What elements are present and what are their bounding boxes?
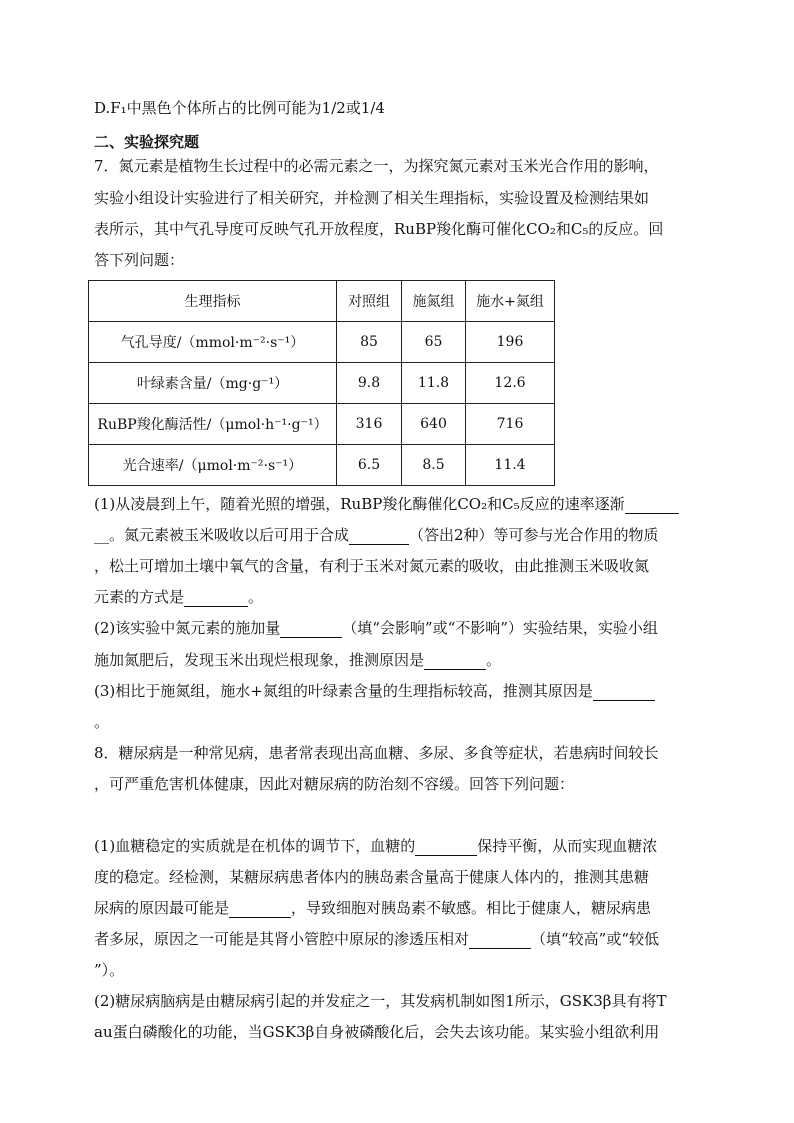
q7-line-1: 7．氮元素是植物生长过程中的必需元素之一，为探究氮元素对玉米光合作用的影响，	[94, 157, 659, 175]
table-row	[89, 363, 555, 404]
table-cell: 196	[466, 322, 555, 363]
q7-part1-line-1: (1)从凌晨到上午，随着光照的增强，RuBP羧化酶催化CO₂和C₅反应的速率逐渐	[94, 494, 679, 514]
table-header: 施水+氮组	[466, 281, 555, 322]
table-header-row	[89, 281, 555, 322]
q7-part1-line-3: ，松土可增加土壤中氧气的含量，有利于玉米对氮元素的吸收，由此推测玉米吸收氮	[94, 557, 650, 575]
answer-blank[interactable]	[349, 528, 409, 545]
q7-line-2: 实验小组设计实验进行了相关研究，并检测了相关生理指标，实验设置及检测结果如	[94, 189, 650, 207]
table-row	[89, 404, 555, 445]
q8-part1-line-3: 尿病的原因最可能是 ，导致细胞对胰岛素不敏感。相比于健康人，糖尿病患	[94, 899, 652, 917]
q8-part2-line-2: au蛋白磷酸化的功能，当GSK3β自身被磷酸化后，会失去该功能。某实验小组欲利用	[94, 1023, 660, 1041]
q7-part3-line-1: (3)相比于施氮组，施水+氮组的叶绿素含量的生理指标较高，推测其原因是	[94, 681, 655, 701]
answer-blank[interactable]	[280, 621, 342, 638]
table-cell: 气孔导度/（mmol·m⁻²·s⁻¹）	[89, 322, 337, 363]
table-cell: 叶绿素含量/（mg·g⁻¹）	[89, 363, 337, 404]
answer-blank[interactable]	[184, 590, 248, 607]
table-cell: 316	[337, 404, 402, 445]
option-d: D.F₁中黑色个体所占的比例可能为1/2或1/4	[94, 99, 385, 117]
table-cell: 640	[402, 404, 466, 445]
q7-part3-line-2: 。	[94, 713, 110, 731]
section-title: 二、实验探究题	[94, 133, 200, 151]
q8-line-1: 8．糖尿病是一种常见病，患者常表现出高血糖、多尿、多食等症状，若患病时间较长	[94, 744, 659, 762]
table-header: 生理指标	[89, 281, 337, 322]
table-row	[89, 322, 555, 363]
q7-part1-line-4: 元素的方式是 。	[94, 588, 264, 606]
answer-blank[interactable]	[593, 684, 655, 701]
table-cell: 11.8	[402, 363, 466, 404]
q8-part2-line-1: (2)糖尿病脑病是由糖尿病引起的并发症之一，其发病机制如图1所示，GSK3β具有将T	[94, 992, 667, 1010]
answer-blank[interactable]	[469, 932, 531, 949]
q7-line-4: 答下列问题：	[94, 251, 185, 269]
table-cell: 光合速率/（μmol·m⁻²·s⁻¹）	[89, 445, 337, 486]
q8-line-2: ，可严重危害机体健康，因此对糖尿病的防治刻不容缓。回答下列问题：	[94, 775, 575, 793]
q8-part1-line-4: 者多尿，原因之一可能是其肾小管腔中原尿的渗透压相对 （填“较高”或“较低	[94, 930, 660, 948]
answer-blank[interactable]	[229, 901, 291, 918]
q7-line-3: 表所示，其中气孔导度可反映气孔开放程度，RuBP羧化酶可催化CO₂和C₅的反应。回	[94, 220, 664, 238]
q7-part2-line-1: (2)该实验中氮元素的施加量 （填“会影响”或“不影响”）实验结果，实验小组	[94, 619, 658, 637]
table-cell: 11.4	[466, 445, 555, 486]
answer-blank[interactable]	[424, 653, 486, 670]
data-table	[88, 280, 555, 486]
table-cell: 65	[402, 322, 466, 363]
table-header: 对照组	[337, 281, 402, 322]
table-cell: 9.8	[337, 363, 402, 404]
table-cell: 12.6	[466, 363, 555, 404]
table-cell: 8.5	[402, 445, 466, 486]
table-cell: 6.5	[337, 445, 402, 486]
table-header: 施氮组	[402, 281, 466, 322]
table-cell: RuBP羧化酶活性/（μmol·h⁻¹·g⁻¹）	[89, 404, 337, 445]
q7-part2-line-2: 施加氮肥后，发现玉米出现烂根现象，推测原因是 。	[94, 651, 502, 669]
table-cell: 85	[337, 322, 402, 363]
q8-part1-line-5: ”）。	[94, 961, 125, 979]
table-cell: 716	[466, 404, 555, 445]
answer-blank[interactable]	[625, 497, 679, 514]
answer-blank[interactable]	[415, 839, 477, 856]
q8-part1-line-2: 度的稳定。经检测，某糖尿病患者体内的胰岛素含量高于健康人体内的，推测其患糖	[94, 868, 650, 886]
table-row	[89, 445, 555, 486]
q7-part1-line-2: __。氮元素被玉米吸收以后可用于合成 （答出2种）等可参与光合作用的物质	[94, 526, 659, 544]
q8-part1-line-1: (1)血糖稳定的实质就是在机体的调节下，血糖的 保持平衡，从而实现血糖浓	[94, 837, 658, 855]
